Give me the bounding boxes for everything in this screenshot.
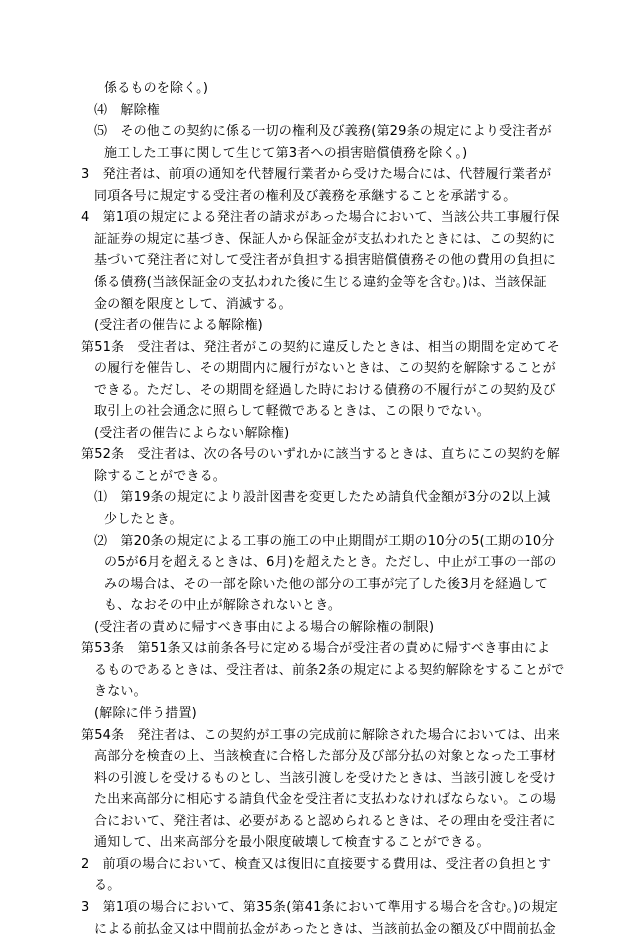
text-line: る。 bbox=[94, 878, 121, 894]
text-line: できる。ただし、その期間を経過した時における債務の不履行がこの契約及び bbox=[94, 382, 557, 398]
text-line: ⑵ 第20条の規定による工事の施工の中止期間が工期の10分の5(工期の10分 bbox=[94, 533, 555, 549]
text-line: ⑸ その他この契約に係る一切の権利及び義務(第29条の規定により受注者が bbox=[94, 124, 552, 140]
text-line: の5が6月を超えるときは、6月)を超えたとき。ただし、中止が工事の一部の bbox=[104, 555, 557, 571]
text-line: 第51条 受注者は、発注者がこの契約に違反したときは、相当の期間を定めてそ bbox=[81, 339, 560, 355]
text-line: 係るものを除く。) bbox=[104, 81, 209, 96]
section-heading: (受注者の催告による解除権) bbox=[94, 318, 263, 334]
text-line: による前払金又は中間前払金があったときは、当該前払金の額及び中間前払金 bbox=[94, 921, 556, 937]
text-line: 3 発注者は、前項の通知を代替履行業者から受けた場合には、代替履行業者が bbox=[81, 167, 552, 183]
text-line: 通知して、出来高部分を最小限度破壊して検査することができる。 bbox=[94, 835, 490, 851]
text-line: の履行を催告し、その期間内に履行がないときは、この契約を解除することが bbox=[94, 361, 557, 377]
text-line: ⑷ 解除権 bbox=[94, 102, 161, 118]
text-line: 基づいて発注者に対して受注者が負担する損害賠償債務その他の費用の負担に bbox=[94, 253, 557, 269]
text-line: 取引上の社会通念に照らして軽微であるときは、この限りでない。 bbox=[94, 404, 491, 420]
text-line: るものであるときは、受注者は、前条2条の規定による契約解除をすることがで bbox=[94, 662, 565, 678]
section-heading: (受注者の催告によらない解除権) bbox=[94, 425, 290, 441]
text-line: 合において、発注者は、必要があると認められるときは、その理由を受注者に bbox=[94, 813, 556, 829]
text-line: 4 第1項の規定による発注者の請求があった場合において、当該公共工事履行保 bbox=[81, 210, 560, 226]
text-line: 3 第1項の場合において、第35条(第41条において準用する場合を含む。)の規定 bbox=[81, 899, 559, 915]
text-line: 高部分を検査の上、当該検査に合格した部分及び部分払の対象となった工事材 bbox=[94, 749, 557, 765]
section-heading: (受注者の責めに帰すべき事由による場合の解除権の制限) bbox=[94, 619, 435, 635]
section-heading: (解除に伴う措置) bbox=[94, 706, 197, 721]
text-line: 第53条 第51条又は前条各号に定める場合が受注者の責めに帰すべき事由によ bbox=[81, 641, 551, 657]
text-line: も、なおその中止が解除されないとき。 bbox=[104, 598, 342, 614]
text-line: 少したとき。 bbox=[104, 512, 183, 527]
text-line: た出来高部分に相応する請負代金を受注者に支払わなければならない。この場 bbox=[94, 792, 557, 808]
text-line: 除することができる。 bbox=[94, 468, 227, 484]
text-line: 金の額を限度として、消滅する。 bbox=[94, 296, 292, 312]
text-line: ⑴ 第19条の規定により設計図書を変更したため請負代金額が3分の2以上減 bbox=[94, 490, 551, 506]
text-line: 証証券の規定に基づき、保証人から保証金が支払われたときには、この契約に bbox=[94, 231, 556, 247]
text-line: 第54条 発注者は、この契約が工事の完成前に解除された場合においては、出来 bbox=[81, 727, 560, 743]
text-line: 同項各号に規定する受注者の権利及び義務を承継することを承諾する。 bbox=[94, 188, 517, 204]
text-line: きない。 bbox=[94, 684, 147, 700]
text-line: 施工した工事に関して生じて第3者への損害賠償債務を除く。) bbox=[104, 145, 468, 161]
text-line: みの場合は、その一部を除いた他の部分の工事が完了した後3月を経過して bbox=[104, 576, 549, 592]
text-line: 料の引渡しを受けるものとし、当該引渡しを受けたときは、当該引渡しを受け bbox=[94, 770, 557, 786]
text-line: 係る債務(当該保証金の支払われた後に生じる違約金等を含む。)は、当該保証 bbox=[94, 275, 547, 290]
text-line: 第52条 受注者は、次の各号のいずれかに該当するときは、直ちにこの契約を解 bbox=[81, 447, 560, 463]
text-line: 2 前項の場合において、検査又は復旧に直接要する費用は、受注者の負担とす bbox=[81, 856, 552, 872]
